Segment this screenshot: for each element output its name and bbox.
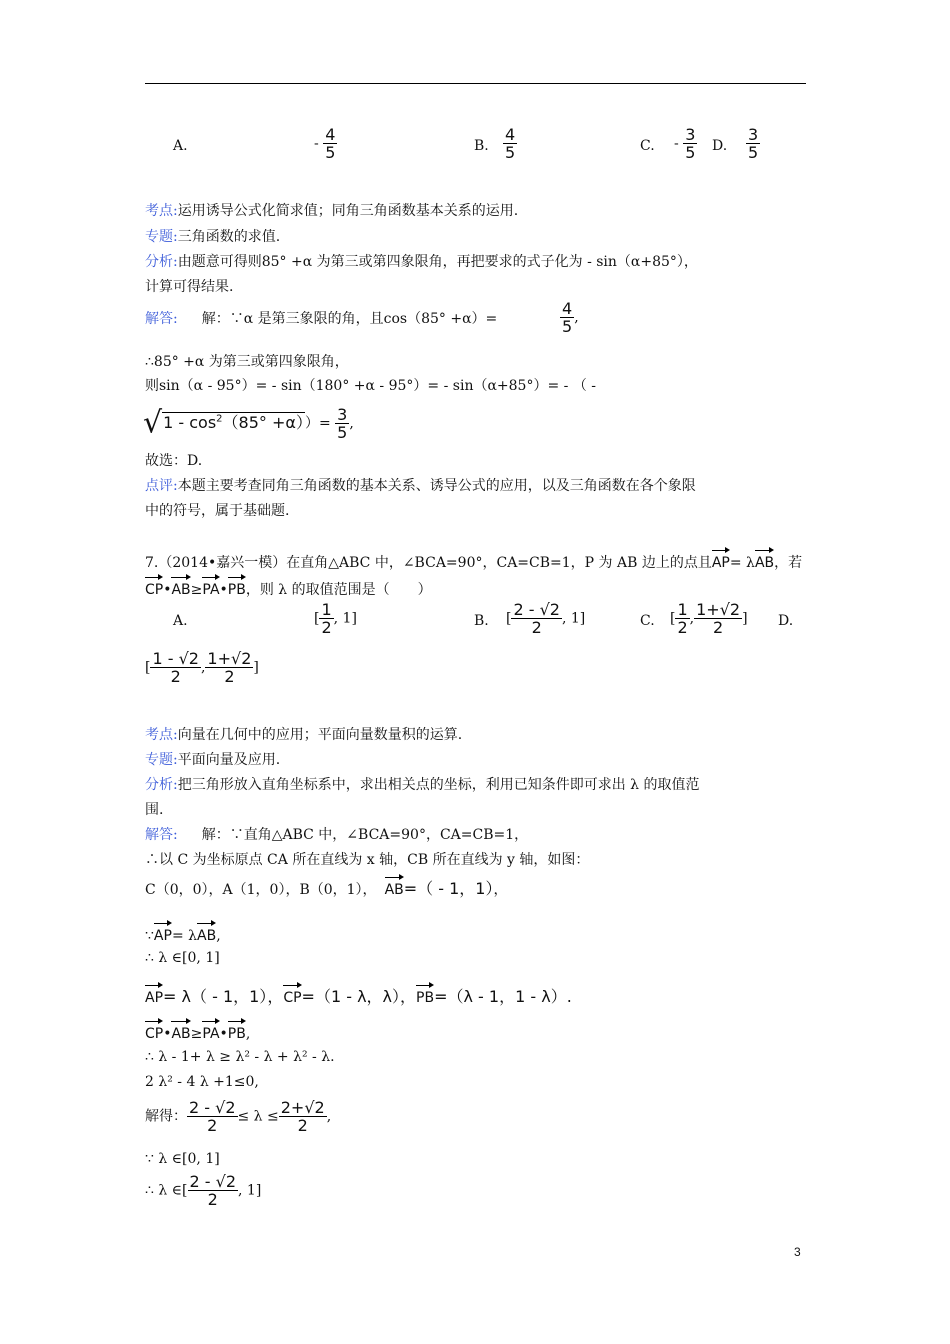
q7-stem-line2: CP•AB≥PA•PB，则 λ 的取值范围是（ ） — [145, 576, 432, 600]
q7-option-d-value: [ $\frac{1 - √2}{2}$ , $\frac{1+√2}{2}$ ] — [145, 649, 259, 686]
fraction: $\frac{2 - √2}{2}$ — [513, 600, 560, 637]
fraction: $\frac{1}{2}$ — [677, 600, 688, 637]
q6-jieda: 解答: 解：∵α 是第三象限的角，且cos（85° +α）= — [145, 311, 498, 327]
radicand: $1 - \cos^2(85^\circ +\alpha)$ — [163, 412, 304, 432]
q6-dianping-line2: 中的符号，属于基础题. — [145, 503, 290, 519]
fraction: $\frac{3}{5}$ — [337, 405, 348, 442]
q7-step-s11: ∴ λ ∈[ $\frac{2 - √2}{2}$ , 1] — [145, 1172, 262, 1209]
vector-pb: PB — [416, 984, 434, 1008]
fraction: $\frac{2+√2}{2}$ — [280, 1098, 325, 1135]
q6-option-a-value: - $\frac{4}{5}$ — [314, 125, 336, 162]
vector-ap: AP — [145, 984, 163, 1008]
q6-step1: ∴85° +α 为第三或第四象限角， — [145, 354, 349, 370]
fraction: $\frac{1 - √2}{2}$ — [152, 649, 199, 686]
fraction: $\frac{1}{2}$ — [321, 600, 332, 637]
vector-pb: PB — [228, 576, 246, 600]
q6-zhuanti: 专题:三角函数的求值. — [145, 229, 281, 245]
q6-jieda-fraction: $\frac{4}{5}$ , — [562, 299, 579, 336]
sqrt-sign: √ — [143, 405, 163, 441]
q6-step3: $√1 - \cos^2(85^\circ +\alpha))=$ $\frac{3}{5}$ , — [143, 405, 354, 442]
vector-ab: AB — [385, 876, 404, 900]
vector-ab: AB — [171, 1020, 190, 1044]
fraction: $\frac{1+√2}{2}$ — [696, 600, 741, 637]
q7-option-a-value: [ $\frac{1}{2}$ , 1] — [314, 600, 357, 637]
q6-guxuan: 故选：D. — [145, 453, 203, 469]
q7-step-s1: ∴以 C 为坐标原点 CA 所在直线为 x 轴，CB 所在直线为 y 轴，如图： — [145, 852, 590, 868]
q7-step-s3: ∵AP= λAB, — [145, 922, 221, 946]
q7-step-s2: C（0，0），A（1，0），B（0，1）， AB=（ - 1，1）， — [145, 876, 507, 900]
vector-cp: CP — [145, 1020, 163, 1044]
fraction: $\frac{2 - √2}{2}$ — [189, 1172, 237, 1209]
fraction: $\frac{4}{5}$ — [325, 125, 336, 162]
q7-step-s4: ∴ λ ∈[0, 1] — [145, 950, 220, 966]
q7-step-s10: ∵ λ ∈[0, 1] — [145, 1151, 220, 1167]
q7-option-b-label: B. — [474, 613, 489, 629]
vector-ab: AB — [755, 549, 774, 573]
q7-step-s6: CP•AB≥PA•PB, — [145, 1020, 250, 1044]
q6-option-b-value — [503, 126, 517, 161]
vector-ap: AP — [154, 922, 172, 946]
fraction: $\frac{3}{5}$ — [748, 125, 759, 162]
q7-fenxi: 分析:把三角形放入直角坐标系中，求出相关点的坐标，利用已知条件即可求出 λ 的取值范 — [145, 777, 700, 793]
q6-option-c-value: - $\frac{3}{5}$ — [674, 125, 696, 162]
q7-fenxi-line2: 围. — [145, 802, 164, 818]
vector-cp: CP — [145, 576, 163, 600]
header-rule — [145, 83, 806, 84]
q6-fenxi: 分析:由题意可得则85° +α 为第三或第四象限角，再把要求的式子化为 - sin（α+85°）， — [145, 254, 698, 270]
q7-zhuanti: 专题:平面向量及应用. — [145, 752, 281, 768]
q7-step-s9: 解得： $\frac{2 - √2}{2}$ ≤ λ ≤ $\frac{2+√2}{2}$ , — [145, 1098, 332, 1135]
q7-kaodian: 考点:向量在几何中的应用；平面向量数量积的运算. — [145, 727, 463, 743]
q7-option-d-label: D. — [778, 613, 794, 629]
vector-cp: CP — [283, 984, 301, 1008]
fraction: $\frac{4}{5}$ — [505, 125, 516, 162]
vector-ab: AB — [171, 576, 190, 600]
vector-pa: PA — [202, 1020, 219, 1044]
q7-step-s5: AP= λ（ - 1，1），CP=（1 - λ，λ），PB=（λ - 1，1 - λ）. — [145, 984, 572, 1008]
fraction: $\frac{4}{5}$ — [562, 299, 573, 336]
q7-step-s8: 2 λ² - 4 λ +1≤0, — [145, 1074, 259, 1090]
q7-step-s7: ∴ λ - 1+ λ ≥ λ² - λ + λ² - λ. — [145, 1049, 335, 1065]
vector-ap: AP — [712, 549, 730, 573]
q6-option-d-label: D. — [712, 138, 728, 154]
vector-pb: PB — [228, 1020, 246, 1044]
q6-dianping: 点评:本题主要考查同角三角函数的基本关系、诱导公式的应用，以及三角函数在各个象限 — [145, 478, 696, 494]
q7-stem-line1: 7.（2014•嘉兴一模）在直角△ABC 中，∠BCA=90°，CA=CB=1，P 为 AB 边上的点且AP= λAB，若 — [145, 549, 802, 573]
q6-option-b-label: B. — [474, 138, 489, 154]
q7-jieda: 解答: 解：∵直角△ABC 中，∠BCA=90°，CA=CB=1， — [145, 827, 529, 843]
fraction: $\frac{2 - √2}{2}$ — [189, 1098, 236, 1135]
q6-fenxi-line2: 计算可得结果. — [145, 279, 234, 295]
q6-option-a-label: A. — [173, 138, 188, 154]
q6-option-c-label: C. — [640, 138, 655, 154]
fraction: $\frac{1+√2}{2}$ — [207, 649, 252, 686]
q7-option-c-label: C. — [640, 613, 655, 629]
q7-option-b-value: [ $\frac{2 - √2}{2}$ , 1] — [506, 600, 586, 637]
q6-option-d-value — [746, 126, 760, 161]
vector-pa: PA — [202, 576, 219, 600]
vector-ab: AB — [197, 922, 216, 946]
q7-option-a-label: A. — [173, 613, 188, 629]
q7-option-c-value: [ $\frac{1}{2}$ , $\frac{1+√2}{2}$ ] — [670, 600, 748, 637]
fraction: $\frac{3}{5}$ — [685, 125, 696, 162]
q6-step2: 则sin（α - 95°）= - sin（180° +α - 95°）= - sin（α+85°）= - （ - — [145, 378, 597, 394]
page-number: 3 — [794, 1245, 801, 1259]
q6-kaodian: 考点:运用诱导公式化简求值；同角三角函数基本关系的运用. — [145, 203, 519, 219]
